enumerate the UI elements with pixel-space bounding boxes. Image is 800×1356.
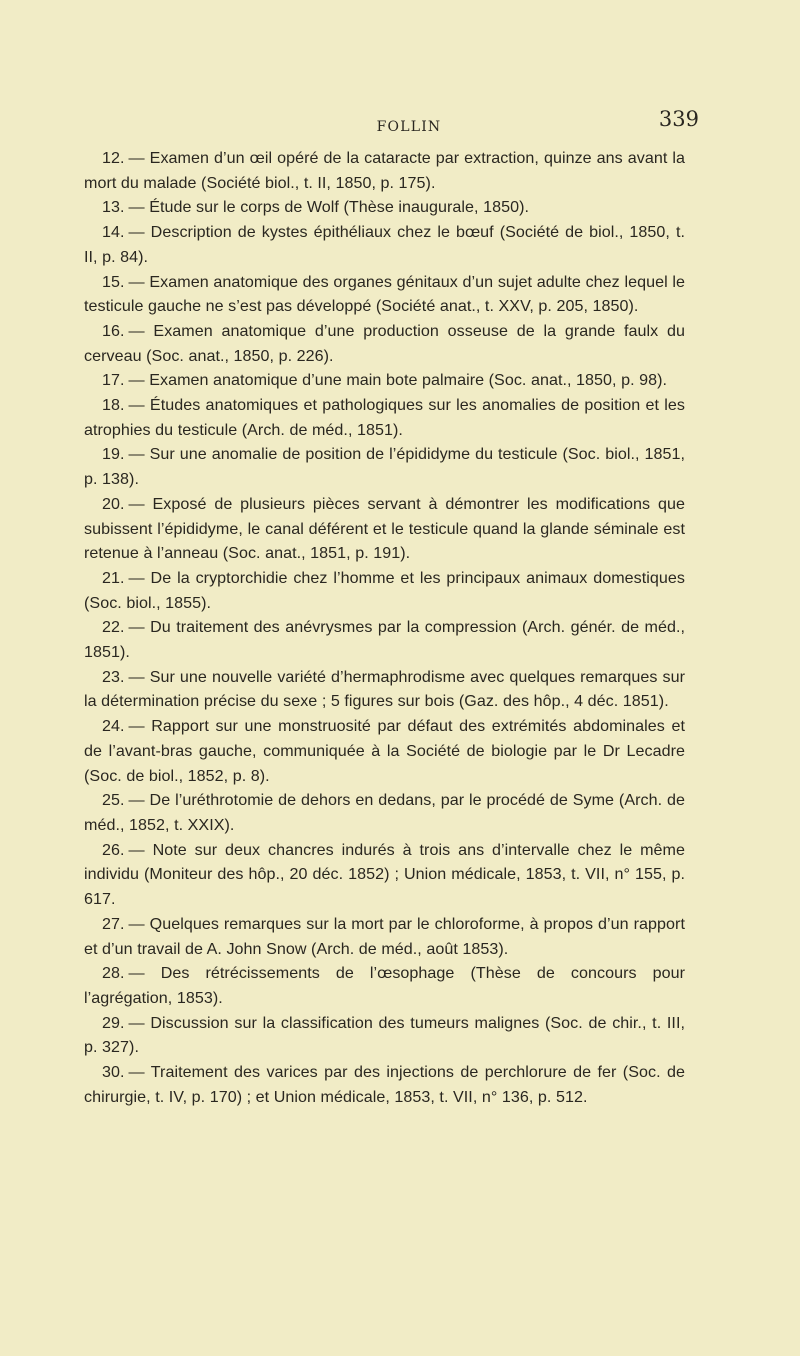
entry-number: 12.: [102, 149, 125, 167]
entry-number: 26.: [102, 840, 125, 859]
entry-number: 25.: [102, 791, 125, 810]
bibliography-entry: [84, 442, 685, 491]
bibliography-entry: [84, 319, 685, 368]
entry-text: — Du traitement des anévrysmes par la compression (Arch. génér. de méd., 1851).: [84, 618, 685, 662]
bibliography-entry: [84, 195, 685, 220]
bibliography-entry: [84, 961, 685, 1010]
bibliography-entry: [84, 665, 685, 714]
bibliography-entry: [84, 220, 685, 269]
bibliography-entry: [84, 368, 685, 393]
page-number: 339: [658, 107, 699, 131]
entry-number: 19.: [102, 445, 125, 464]
entry-number: 17.: [102, 371, 125, 390]
entry-text: — Examen d’un œil opéré de la cataracte par extraction, quinze ans avant la mort du malade (Société biol., t. II, 1850, p. 175).: [84, 149, 685, 192]
entry-number: 20.: [102, 494, 125, 513]
entry-text: — Traitement des varices par des injections de perchlorure de fer (Soc. de chirurgie, t. IV, p. 170) ; et Union médicale, 1853, t. VII, n° 136, p. 512.: [84, 1063, 685, 1106]
bibliography-entry: [84, 1060, 685, 1109]
bibliography-entry: [84, 393, 685, 442]
entry-number: 15.: [102, 272, 125, 291]
entry-text: — Des rétrécissements de l’œsophage (Thèse de concours pour l’agrégation, 1853).: [84, 964, 685, 1007]
bibliography-entry: [84, 270, 685, 319]
entry-text: — Sur une nouvelle variété d’hermaphrodisme avec quelques remarques sur la détermination précise du sexe ; 5 figures sur bois (Gaz. des hôp., 4 déc. 1851).: [84, 667, 685, 711]
entry-text: — Note sur deux chancres indurés à trois ans d’intervalle chez le même individu (Moniteur des hôp., 20 déc. 1852) ; Union médicale, 1853, t. VII, n° 155, p. 617.: [84, 840, 685, 909]
entry-number: 14.: [102, 223, 125, 242]
bibliography-list: [84, 146, 685, 1109]
entry-number: 22.: [102, 618, 125, 637]
entry-text: — De la cryptorchidie chez l’homme et les principaux animaux domestiques (Soc. biol., 1855).: [84, 568, 685, 612]
entry-text: — Description de kystes épithéliaux chez le bœuf (Société de biol., 1850, t. II, p. 84).: [84, 223, 685, 266]
entry-number: 24.: [102, 717, 125, 736]
bibliography-entry: [84, 838, 685, 912]
bibliography-entry: [84, 714, 685, 788]
entry-number: 21.: [102, 568, 125, 587]
entry-text: — Examen anatomique des organes génitaux d’un sujet adulte chez lequel le testicule gauche ne s’est pas développé (Société anat., t. XXV, p. 205, 1850).: [84, 272, 685, 316]
entry-text: — Rapport sur une monstruosité par défaut des extrémités abdominales et de l’avant-bras gauche, communiquée à la Société de biologie par le Dr Lecadre (Soc. de biol., 1852, p. 8).: [84, 717, 685, 785]
entry-text: — Examen anatomique d’une production osseuse de la grande faulx du cerveau (Soc. anat., 1850, p. 226).: [84, 321, 685, 365]
entry-number: 28.: [102, 964, 125, 983]
bibliography-entry: [84, 912, 685, 961]
entry-text: — Discussion sur la classification des tumeurs malignes (Soc. de chir., t. III, p. 327).: [84, 1013, 685, 1057]
bibliography-entry: [84, 788, 685, 837]
entry-text: — Sur une anomalie de position de l’épididyme du testicule (Soc. biol., 1851, p. 138).: [84, 445, 685, 489]
entry-text: — De l’uréthrotomie de dehors en dedans, par le procédé de Syme (Arch. de méd., 1852, t. XXIX).: [84, 791, 685, 834]
entry-text: — Étude sur le corps de Wolf (Thèse inaugurale, 1850).: [128, 198, 530, 217]
entry-text: — Études anatomiques et pathologiques sur les anomalies de position et les atrophies du testicule (Arch. de méd., 1851).: [84, 396, 685, 439]
entry-number: 23.: [102, 667, 125, 686]
entry-text: — Quelques remarques sur la mort par le chloroforme, à propos d’un rapport et d’un travail de A. John Snow (Arch. de méd., août 1853).: [84, 914, 685, 958]
entry-number: 16.: [102, 321, 125, 340]
entry-number: 27.: [102, 914, 125, 933]
bibliography-entry: [84, 146, 685, 195]
entry-text: — Examen anatomique d’une main bote palmaire (Soc. anat., 1850, p. 98).: [128, 371, 668, 390]
entry-number: 30.: [102, 1063, 125, 1082]
entry-text: — Exposé de plusieurs pièces servant à démontrer les modifications que subissent l’épididyme, le canal déférent et le testicule quand la glande séminale est retenue à l’anneau (Soc. anat., 1851, p. 191).: [84, 494, 685, 563]
bibliography-entry: [84, 1011, 685, 1060]
bibliography-entry: [84, 615, 685, 664]
running-title: FOLLIN: [376, 119, 442, 135]
entry-number: 18.: [102, 396, 125, 415]
bibliography-entry: [84, 566, 685, 615]
entry-number: 13.: [102, 198, 125, 217]
bibliography-entry: [84, 492, 685, 566]
entry-number: 29.: [102, 1013, 125, 1032]
